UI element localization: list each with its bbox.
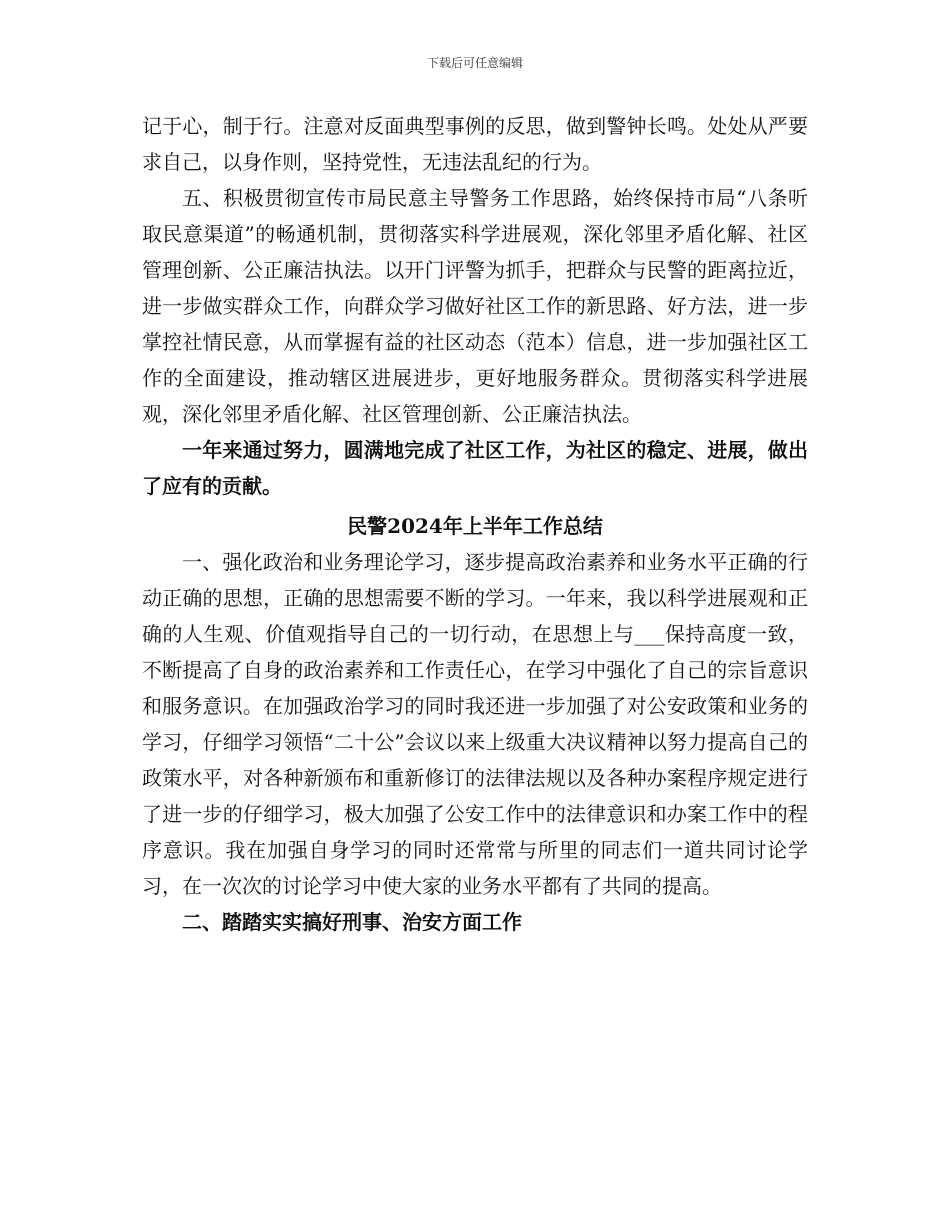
paragraph-summary: 一年来通过努力，圆满地完成了社区工作，为社区的稳定、进展，做出了应有的贡献。 [142,438,808,498]
document-body [142,108,808,940]
paragraph-section-one: 一、强化政治和业务理论学习，逐步提高政治素养和业务水平正确的行动正确的思想，正确的思想需要不断的学习。一年来，我以科学进展观和正确的人生观、价值观指导自己的一切行动，在思想上与___保持高度一致，不断提高了自身的政治素养和工作责任心，在学习中强化了自己的宗旨意识和服务意识。在加强政治学习的同时我还进一步加强了对公安政策和业务的学习，仔细学习领悟“二十公”会议以来上级重大决议精神以努力提高自己的政策水平，对各种新颁布和重新修订的法律法规以及各种办案程序规定进行了进一步的仔细学习，极大加强了公安工作中的法律意识和办案工作中的程序意识。我在加强自身学习的同时还常常与所里的同志们一道共同讨论学习，在一次次的讨论学习中使大家的业务水平都有了共同的提高。 [142,550,808,898]
paragraph-continuation: 记于心，制于行。注意对反面典型事例的反思，做到警钟长鸣。处处从严要求自己，以身作则，坚持党性，无违法乱纪的行为。 [142,114,808,174]
section-title: 民警2024年上半年工作总结 [347,514,603,538]
page-header: 下载后可任意编辑 [426,56,523,70]
paragraph-section-five: 五、积极贯彻宣传市局民意主导警务工作思路，始终保持市局“八条听取民意渠道”的畅通机制，贯彻落实科学进展观，深化邻里矛盾化解、社区管理创新、公正廉洁执法。以开门评警为抓手，把群众与民警的距离拉近，进一步做实群众工作，向群众学习做好社区工作的新思路、好方法，进一步掌控社情民意，从而掌握有益的社区动态（范本）信息，进一步加强社区工作的全面建设，推动辖区进展进步，更好地服务群众。贯彻落实科学进展观，深化邻里矛盾化解、社区管理创新、公正廉洁执法。 [142,186,808,426]
paragraph-section-two-heading: 二、踏踏实实搞好刑事、治安方面工作 [182,910,522,934]
